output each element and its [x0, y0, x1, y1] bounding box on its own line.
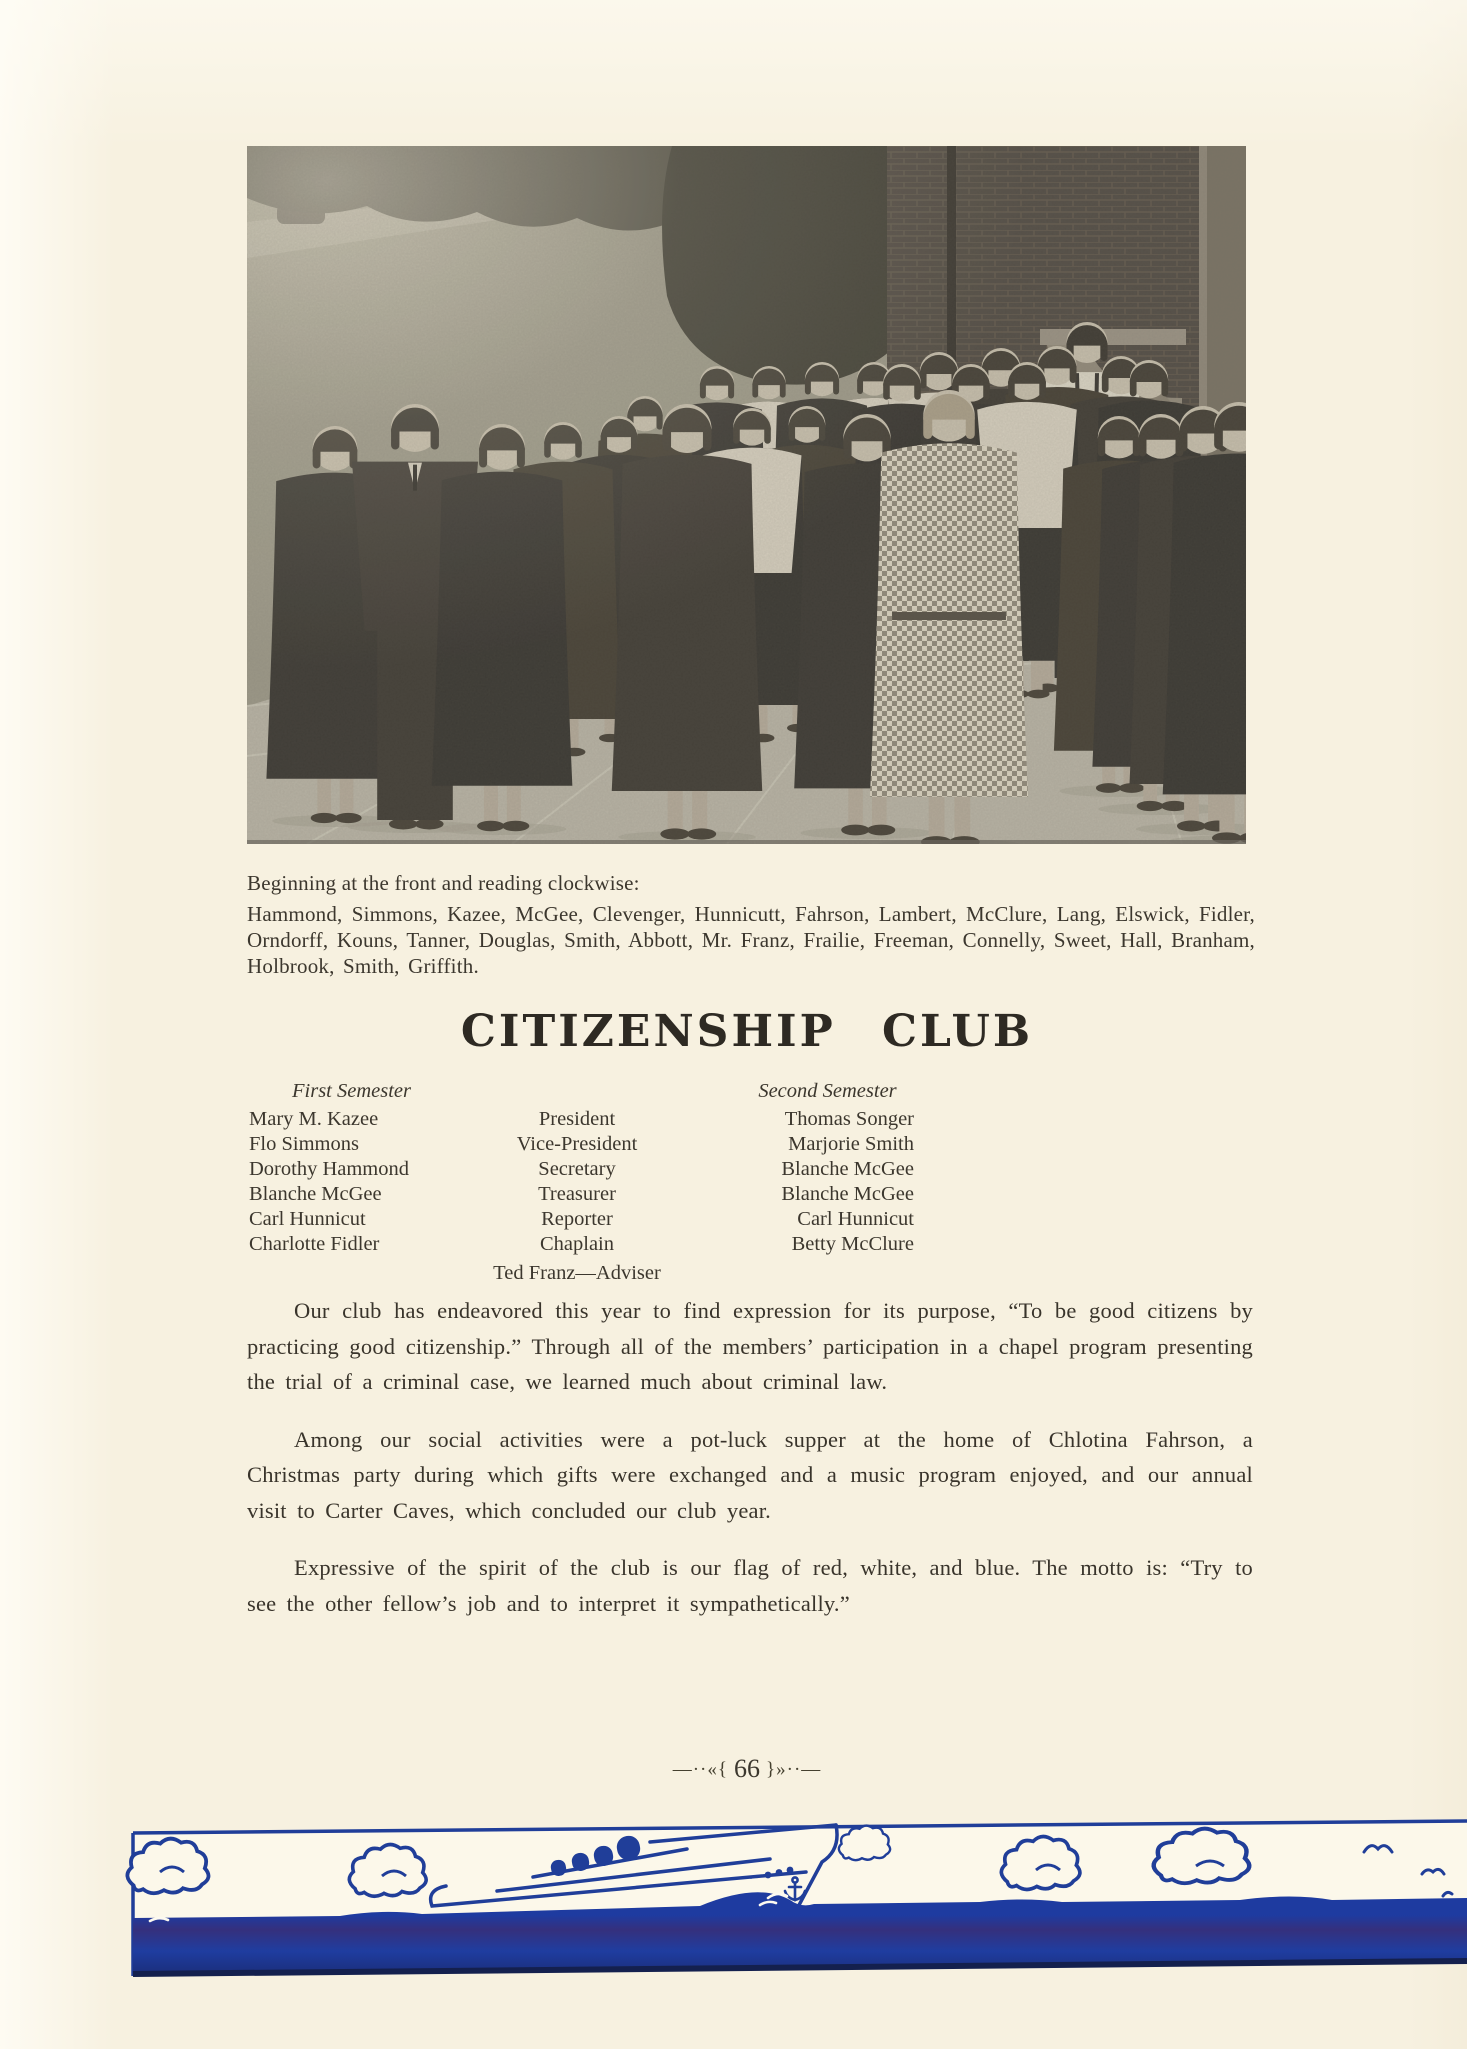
- photo-caption: [247, 870, 1255, 979]
- officer-name: Flo Simmons: [249, 1133, 359, 1155]
- officers-first-column: [249, 1107, 409, 1257]
- officer-name: Blanche McGee: [249, 1183, 382, 1205]
- caption-names: Hammond, Simmons, Kazee, McGee, Clevenger, Hunnicutt, Fahrson, Lambert, McClure, Lang, Elswick, Fidler, Orndorff, Kouns, Tanner, Douglas, Smith, Abbott, Mr. Franz, Frailie, Freeman, Connelly, Sweet, Hall, Branham, Holbrook, Smith, Griffith.: [247, 902, 1255, 978]
- paragraph: Expressive of the spirit of the club is our flag of red, white, and blue. The motto is: “Try to see the other fellow’s job and to interpret it sympathetically.”: [247, 1555, 1253, 1616]
- first-semester-header: First Semester: [292, 1080, 411, 1102]
- paragraph: Our club has endeavored this year to find expression for its purpose, “To be good citizens by practicing good citizenship.” Through all of the members’ participation in a chapel program presenting the trial of a criminal case, we learned much about criminal law.: [247, 1298, 1253, 1394]
- group-photo: [247, 146, 1246, 844]
- adviser-line: Ted Franz—Adviser: [493, 1262, 661, 1284]
- page-title: CITIZENSHIP CLUB: [460, 1006, 1034, 1057]
- officer-name: Charlotte Fidler: [249, 1233, 380, 1255]
- caption-intro: Beginning at the front and reading clockwise:: [247, 871, 640, 895]
- page-number-value: 66: [734, 1754, 760, 1783]
- page-number-ornament-left: —··«{: [672, 1759, 728, 1780]
- footer-illustration: [0, 1810, 1467, 2015]
- officer-name: Marjorie Smith: [788, 1133, 914, 1155]
- officers-office-column: [412, 1107, 742, 1257]
- office-title: Vice-President: [516, 1133, 638, 1155]
- second-semester-header: Second Semester: [758, 1080, 897, 1102]
- officers-section: [247, 1080, 1247, 1290]
- office-title: Chaplain: [539, 1233, 614, 1255]
- officer-name: Carl Hunnicut: [249, 1208, 366, 1230]
- office-title: President: [538, 1108, 616, 1130]
- office-title: Reporter: [541, 1208, 613, 1230]
- club-description: [247, 1293, 1253, 1621]
- office-title: Treasurer: [538, 1183, 616, 1205]
- officer-name: Betty McClure: [791, 1233, 914, 1255]
- officers-second-column: [719, 1107, 914, 1257]
- page-number: [247, 1754, 1247, 1784]
- page-number-ornament-right: }»··—: [766, 1759, 822, 1780]
- officer-name: Mary M. Kazee: [249, 1108, 379, 1130]
- officer-name: Blanche McGee: [781, 1158, 914, 1180]
- officer-name: Dorothy Hammond: [249, 1158, 409, 1180]
- officer-name: Carl Hunnicut: [797, 1208, 914, 1230]
- officer-name: Blanche McGee: [781, 1183, 914, 1205]
- paragraph: Among our social activities were a pot-luck supper at the home of Chlotina Fahrson, a Christmas party during which gifts were exchanged and a music program enjoyed, and our annual visit to Carter Caves, which concluded our club year.: [247, 1426, 1253, 1523]
- officer-name: Thomas Songer: [784, 1108, 914, 1130]
- office-title: Secretary: [538, 1158, 616, 1180]
